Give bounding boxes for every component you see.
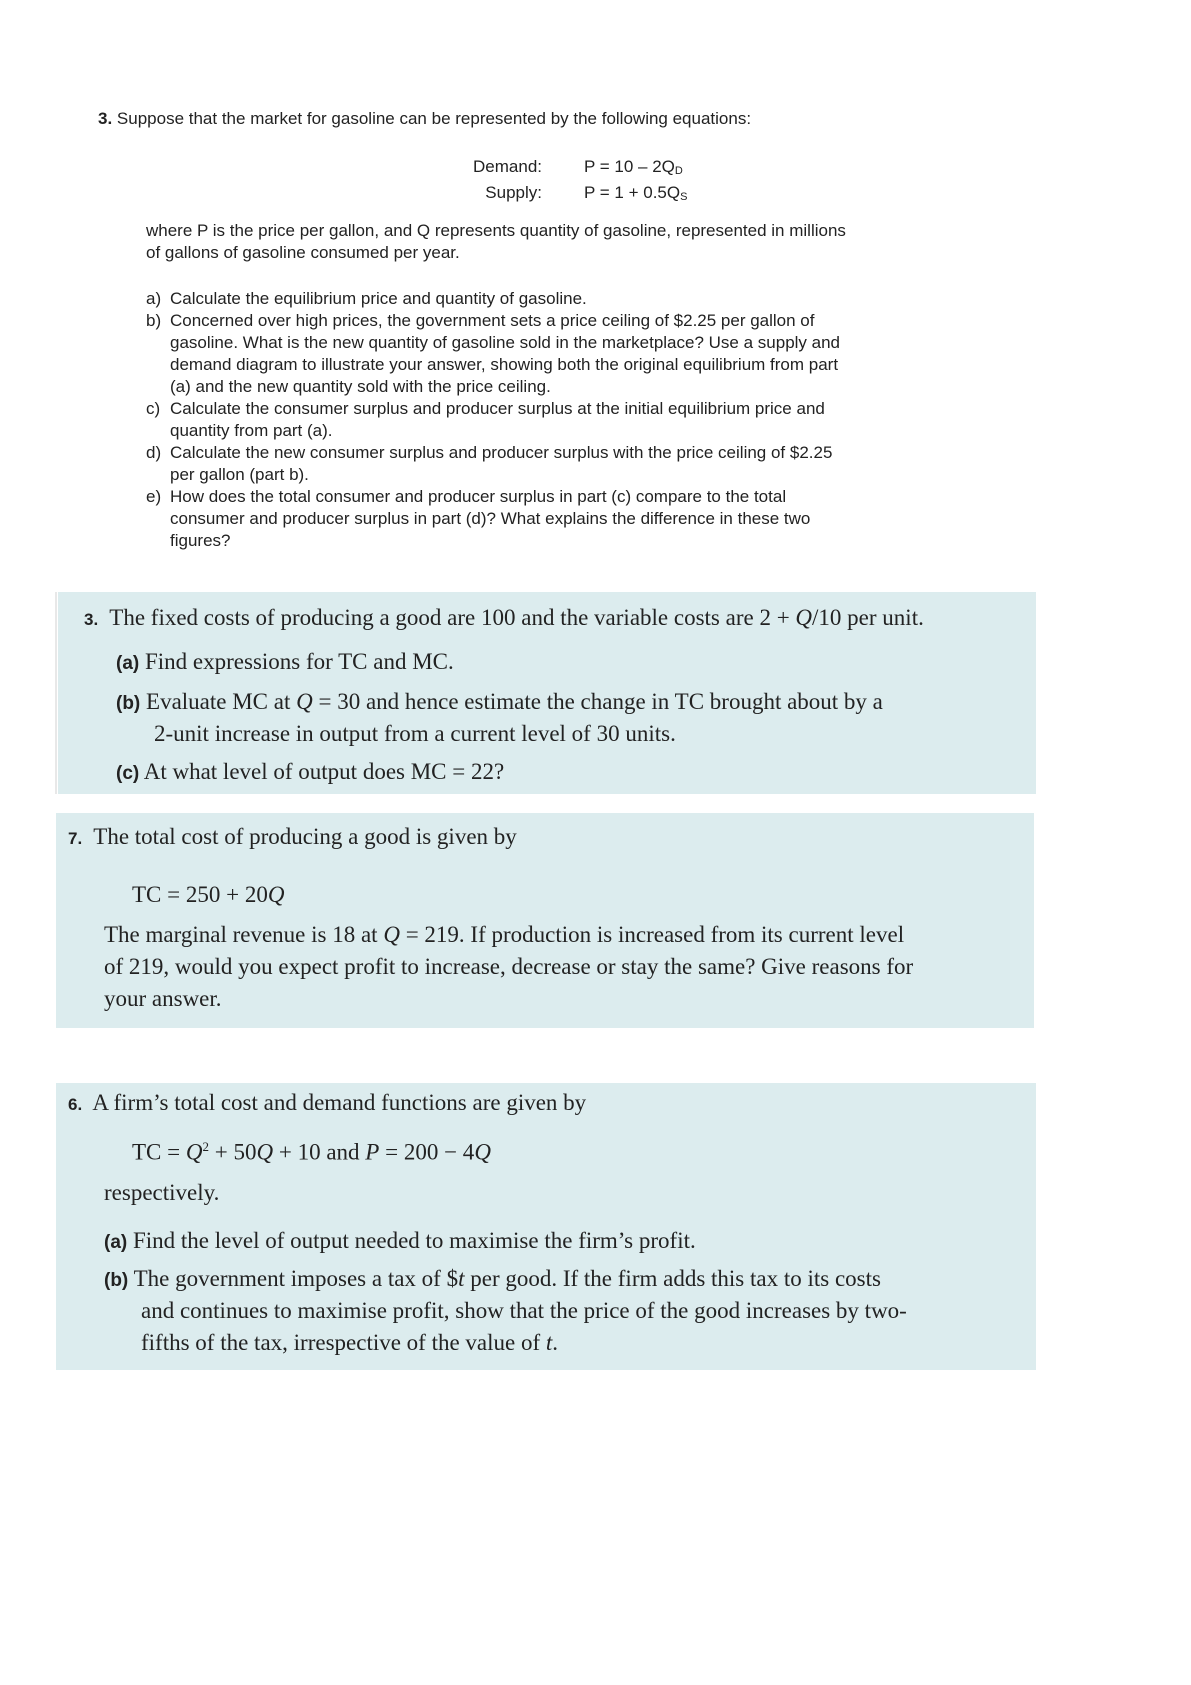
- demand-row: [416, 156, 687, 182]
- box-firm-part-b: (b) The government imposes a tax of $t per good. If the firm adds this tax to its costs: [104, 1266, 881, 1291]
- box-costs-part-b-cont: 2-unit increase in output from a current level of 30 units.: [154, 721, 676, 746]
- problem-number: 3.: [98, 109, 113, 128]
- problem-intro-text: Suppose that the market for gasoline can be represented by the following equations:: [116, 109, 752, 128]
- supply-label: Supply:: [485, 183, 542, 202]
- parts-list: [146, 288, 966, 552]
- box-firm-part-b-line2: and continues to maximise profit, show that the price of the good increases by two-: [141, 1298, 907, 1323]
- part-b: b) Concerned over high prices, the government sets a price ceiling of $2.25 per gallon of gasoline. What is the new quantity of gasoline sold in the marketplace? Use a supply and demand diagram to illustrate your answer, showing both the original equilibrium from part (a) and the new quantity sold with the price ceiling.: [146, 311, 841, 396]
- box-firm: [56, 1083, 1036, 1370]
- box-firm-part-a: (a) Find the level of output needed to maximise the firm’s profit.: [104, 1228, 696, 1253]
- part-d: d) Calculate the new consumer surplus and producer surplus with the price ceiling of $2.25 per gallon (part b).: [146, 443, 833, 484]
- box-costs-part-c: (c) At what level of output does MC = 22?: [116, 759, 505, 784]
- box-total-cost: [56, 813, 1034, 1028]
- box-costs-intro: 3. The fixed costs of producing a good are 100 and the variable costs are 2 + Q/10 per unit.: [84, 605, 924, 630]
- box-total-cost-intro: 7. The total cost of producing a good is given by: [68, 824, 517, 849]
- box-firm-equation: TC = $Q^2 + 50Q + 10$ and P = 200 − 4Q: [132, 1139, 491, 1165]
- demand-label: Demand:: [473, 157, 542, 176]
- supply-row: [416, 182, 687, 208]
- part-a: a) Calculate the equilibrium price and quantity of gasoline.: [146, 289, 587, 308]
- box-costs: [58, 592, 1036, 794]
- box-firm-intro: 6. A firm’s total cost and demand functions are given by: [68, 1090, 587, 1115]
- problem-intro: [98, 108, 958, 130]
- box-firm-part-b-line3: fifths of the tax, irrespective of the value of t.: [141, 1330, 559, 1355]
- box-costs-part-b: (b) Evaluate MC at Q = 30 and hence estimate the change in TC brought about by a: [116, 689, 883, 714]
- box-total-cost-equation: TC = 250 + 20Q: [132, 882, 285, 907]
- box-costs-part-a: (a) Find expressions for TC and MC.: [116, 649, 454, 674]
- problem-gasoline: [98, 108, 958, 550]
- demand-equation: P = 10 – 2QD: [584, 157, 683, 177]
- supply-equation: P = 1 + 0.5QS: [584, 183, 688, 203]
- equations: [416, 156, 687, 208]
- where-text: where P is the price per gallon, and Q represents quantity of gasoline, represented in millions of gallons of gasoline consumed per year.: [146, 221, 846, 262]
- box-total-cost-question: The marginal revenue is 18 at Q = 219. If production is increased from its current level of 219, would you expect profit to increase, decrease or stay the same? Give reasons for your answer.: [104, 922, 914, 1011]
- part-c: c) Calculate the consumer surplus and producer surplus at the initial equilibrium price and quantity from part (a).: [146, 399, 825, 440]
- part-e: e) How does the total consumer and producer surplus in part (c) compare to the total consumer and producer surplus in part (d)? What explains the difference in these two figures?: [146, 487, 811, 550]
- box-left-rule: [55, 592, 57, 794]
- box-firm-respectively: respectively.: [104, 1180, 220, 1205]
